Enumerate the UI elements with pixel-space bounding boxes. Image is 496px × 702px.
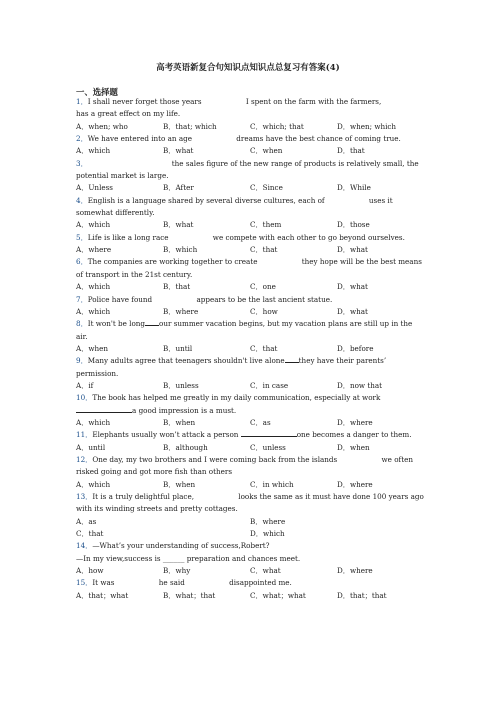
options-row <box>76 182 426 194</box>
question-text: looks the same as it must have done 100 years ago with its winding streets and pretty cottages. <box>76 492 424 514</box>
option-d[interactable]: D．before <box>337 343 374 353</box>
question-12 <box>76 454 426 479</box>
question-4 <box>76 195 426 220</box>
option-c[interactable]: C．unless <box>250 442 286 452</box>
options-row <box>76 145 426 157</box>
option-d[interactable]: D．when; which <box>337 121 397 131</box>
option-b[interactable]: B．when <box>163 479 196 489</box>
options-row <box>76 442 426 454</box>
option-b[interactable]: B．until <box>163 343 193 353</box>
question-number: 11． <box>76 430 93 440</box>
option-b[interactable]: B．that; which <box>163 121 217 131</box>
option-a[interactable]: A．until <box>76 442 106 452</box>
option-a[interactable]: A．when <box>76 343 109 353</box>
option-b[interactable]: B．that <box>163 282 191 292</box>
question-list <box>76 96 426 602</box>
answer-blank <box>285 362 299 363</box>
option-b[interactable]: B．where <box>250 516 286 526</box>
question-text: they have their parents’ permission. <box>76 356 387 378</box>
question-number: 10． <box>76 393 93 403</box>
option-d[interactable]: D．where <box>337 417 373 427</box>
option-d[interactable]: D．when <box>337 442 370 452</box>
question-number: 6． <box>76 257 88 267</box>
options-row <box>76 479 426 491</box>
question-text: we compete with each other to go beyond ourselves. <box>212 232 405 242</box>
option-a[interactable]: A．if <box>76 380 94 390</box>
option-c[interactable]: C．what <box>250 566 281 576</box>
question-text: One day, my two brothers and I were coming back from the islands <box>92 454 340 464</box>
question-9 <box>76 355 426 380</box>
question-text: we often risked going and got more fish than others <box>76 454 413 477</box>
options-row <box>76 306 426 318</box>
page-title: 高考英语新复合句知识点知识点总复习有答案(4) <box>156 62 340 72</box>
question-text: has a great effect on my life. <box>76 109 181 119</box>
question-text: —What’s your understanding of success,Robert? <box>92 541 270 551</box>
option-b[interactable]: B．where <box>163 306 199 316</box>
option-d[interactable]: D．which <box>250 529 285 539</box>
option-d[interactable]: D．what <box>337 282 368 292</box>
option-c[interactable]: C．in case <box>250 380 289 390</box>
question-1 <box>76 96 426 121</box>
option-c[interactable]: C．as <box>250 417 271 427</box>
question-number: 4． <box>76 195 88 205</box>
question-number: 3． <box>76 158 88 168</box>
option-c[interactable]: C．when <box>250 146 283 156</box>
options-row <box>76 244 426 256</box>
question-text: uses it somewhat differently. <box>76 195 393 218</box>
options-row <box>76 417 426 429</box>
option-b[interactable]: B．why <box>163 566 191 576</box>
question-number: 13． <box>76 492 93 501</box>
question-text: It won't be long <box>87 319 146 329</box>
option-a[interactable]: A．where <box>76 245 112 255</box>
question-7 <box>76 294 426 306</box>
question-extra-line: —In my view,success is ______ preparation and chances meet. <box>76 553 301 563</box>
question-11 <box>76 429 426 441</box>
question-number: 12． <box>76 454 93 464</box>
option-a[interactable]: A．which <box>76 282 111 292</box>
question-text: a good impression is a must. <box>132 405 237 415</box>
options-row <box>76 516 426 528</box>
option-c[interactable]: C．what；what <box>250 590 306 600</box>
options-row <box>76 281 426 293</box>
question-number: 15． <box>76 578 93 588</box>
question-text: our summer vacation begins, but my vacation plans are still up in the air. <box>76 319 413 341</box>
question-text: I spent on the farm with the farmers, <box>245 97 384 106</box>
question-number: 5． <box>76 232 88 242</box>
question-text: The companies are working together to create <box>87 257 260 267</box>
option-d[interactable]: D．what <box>337 245 368 255</box>
option-d[interactable]: D．now that <box>337 380 383 390</box>
question-text: We have entered into an age <box>87 134 195 144</box>
options-row <box>76 565 426 577</box>
question-text: dreams have the best chance of coming true. <box>236 134 401 144</box>
question-14 <box>76 540 426 552</box>
option-a[interactable]: A．which <box>76 146 111 156</box>
question-number: 1． <box>76 97 88 106</box>
option-d[interactable]: D．where <box>337 566 373 576</box>
question-number: 2． <box>76 134 88 144</box>
option-b[interactable]: B．what <box>163 220 194 230</box>
options-row <box>76 380 426 392</box>
option-b[interactable]: B．After <box>163 183 194 193</box>
options-row <box>76 343 426 355</box>
option-c[interactable]: C．that <box>250 343 278 353</box>
question-text: It is a truly delightful place, <box>92 492 197 501</box>
question-text: The book has helped me greatly in my daily communication, especially at work <box>92 393 381 403</box>
options-row <box>76 528 426 540</box>
answer-blank <box>145 325 159 326</box>
option-a[interactable]: A．when; who <box>76 121 128 131</box>
options-row <box>76 219 426 231</box>
option-a[interactable]: A．how <box>76 566 104 576</box>
option-a[interactable]: A．as <box>76 516 97 526</box>
question-15 <box>76 577 426 589</box>
option-a[interactable]: A．which <box>76 220 111 230</box>
question-text: Life is like a long race <box>87 232 171 242</box>
option-d[interactable]: D．While <box>337 183 371 193</box>
option-d[interactable]: D．what <box>337 306 368 316</box>
option-d[interactable]: D．where <box>337 479 373 489</box>
option-b[interactable]: B．what；that <box>163 590 216 600</box>
question-5 <box>76 232 426 244</box>
question-13 <box>76 491 426 516</box>
option-b[interactable]: B．unless <box>163 380 199 390</box>
question-8 <box>76 318 426 343</box>
answer-blank <box>241 436 297 437</box>
question-text: they hope will be the best means of transport in the 21st century. <box>76 257 422 279</box>
question-text: Police have found <box>87 294 155 304</box>
answer-blank <box>76 412 132 413</box>
option-c[interactable]: C．how <box>250 306 278 316</box>
question-6 <box>76 256 426 281</box>
option-a[interactable]: A．Unless <box>76 183 113 193</box>
options-row <box>76 121 426 133</box>
option-b[interactable]: B．when <box>163 417 196 427</box>
question-text: Many adults agree that teenagers shouldn't live alone <box>87 356 285 366</box>
question-text: Elephants usually won’t attack a person <box>92 430 241 440</box>
question-text: he said <box>158 578 188 588</box>
option-d[interactable]: D．that；that <box>337 590 387 600</box>
question-text: one becomes a danger to them. <box>296 430 412 440</box>
question-2 <box>76 133 426 145</box>
option-c[interactable]: C．which; that <box>250 121 304 131</box>
option-b[interactable]: B．what <box>163 146 194 156</box>
question-3 <box>76 158 426 183</box>
option-c[interactable]: C．them <box>250 220 282 230</box>
section-heading: 一、选择题 <box>76 87 118 97</box>
option-a[interactable]: A．that；what <box>76 590 129 600</box>
question-text: It was <box>92 578 117 588</box>
question-number: 14． <box>76 541 93 551</box>
question-number: 9． <box>76 356 88 366</box>
option-a[interactable]: A．which <box>76 417 111 427</box>
option-a[interactable]: A．which <box>76 306 111 316</box>
option-c[interactable]: C．in which <box>250 479 294 489</box>
option-b[interactable]: B．which <box>163 245 198 255</box>
option-a[interactable]: A．which <box>76 479 111 489</box>
option-c[interactable]: C．one <box>250 282 276 292</box>
question-text: the sales figure of the new range of products is relatively small, the potential market is large. <box>76 158 419 181</box>
question-text: English is a language shared by several diverse cultures, each of <box>87 195 327 205</box>
option-b[interactable]: B．although <box>163 442 208 452</box>
option-d[interactable]: D．that <box>337 146 365 156</box>
options-row <box>76 590 426 602</box>
question-text: I shall never forget those years <box>87 97 204 106</box>
option-d[interactable]: D．those <box>337 220 370 230</box>
question-number: 8． <box>76 319 88 329</box>
question-number: 7． <box>76 294 88 304</box>
question-text: appears to be the last ancient statue. <box>196 294 333 304</box>
option-c[interactable]: C．that <box>250 245 278 255</box>
question-text: disappointed me. <box>229 578 292 588</box>
option-c[interactable]: C．that <box>76 529 104 539</box>
question-10 <box>76 392 426 417</box>
option-c[interactable]: C．Since <box>250 183 283 193</box>
